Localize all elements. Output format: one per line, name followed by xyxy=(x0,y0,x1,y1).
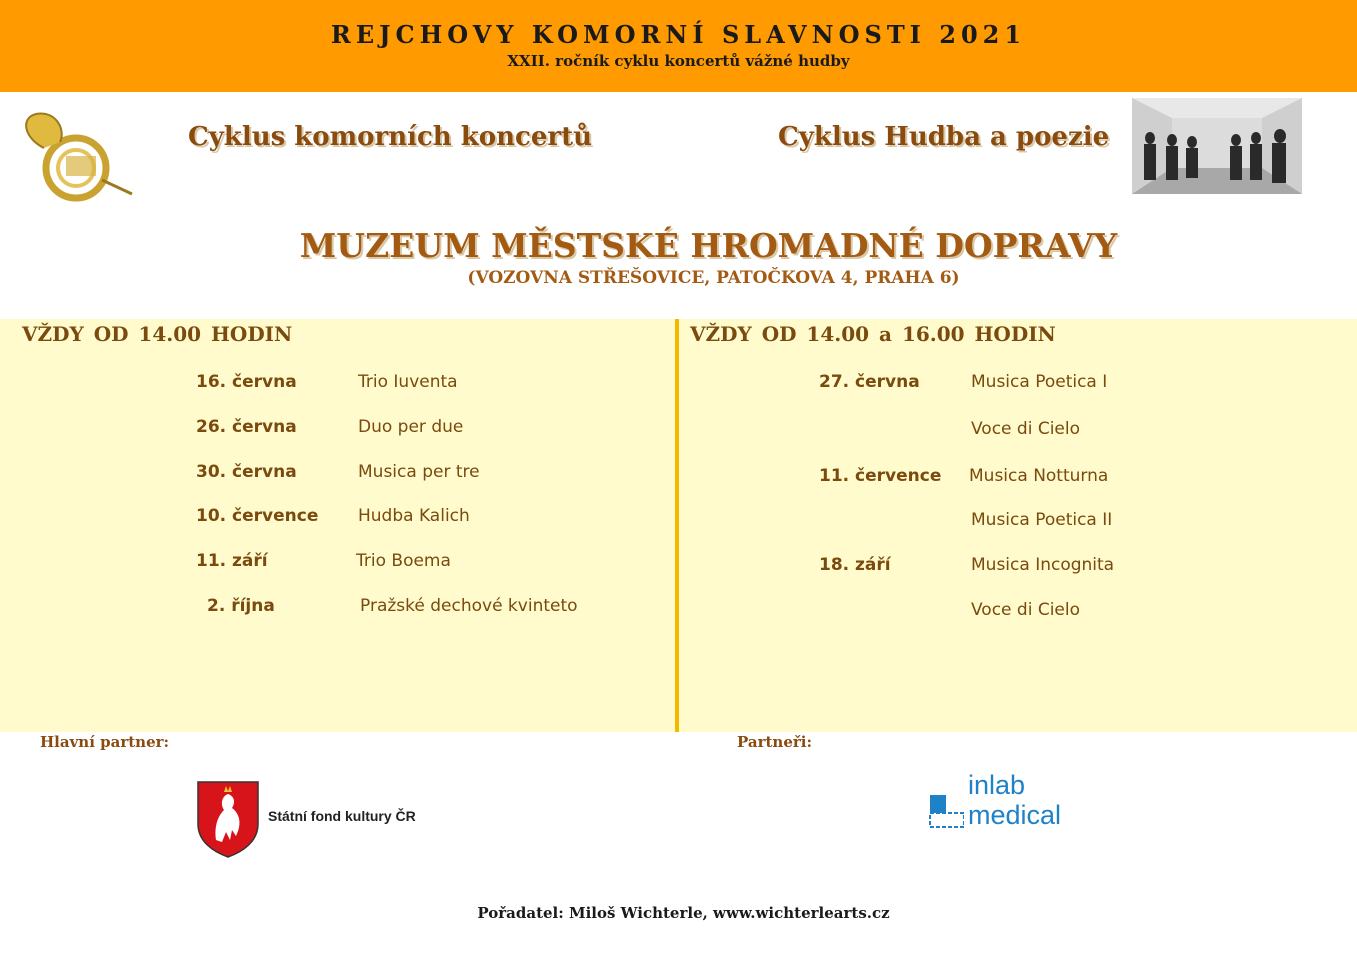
concert-performer: Pražské dechové kvinteto xyxy=(360,596,578,616)
concert-performer: Voce di Cielo xyxy=(971,600,1081,620)
header-banner xyxy=(0,0,1357,92)
concert-date: 18. září xyxy=(819,555,891,575)
festival-title: REJCHOVY KOMORNÍ SLAVNOSTI 2021 xyxy=(330,20,1027,49)
venue-address: (VOZOVNA STŘEŠOVICE, PATOČKOVA 4, PRAHA 6) xyxy=(467,268,960,288)
concert-performer: Trio Iuventa xyxy=(358,372,458,392)
concert-date: 10. července xyxy=(196,506,319,526)
concert-date: 16. června xyxy=(196,372,297,392)
concert-performer: Hudba Kalich xyxy=(358,506,470,526)
concert-performer: Trio Boema xyxy=(356,551,451,571)
musicians-silhouette-image xyxy=(1132,98,1302,194)
concert-performer: Musica Poetica I xyxy=(971,372,1108,392)
concert-date: 11. července xyxy=(819,466,942,486)
venue-name: MUZEUM MĚSTSKÉ HROMADNÉ DOPRAVY xyxy=(299,226,1118,265)
partners-label: Partneři: xyxy=(737,733,813,751)
concert-performer: Musica Poetica II xyxy=(971,510,1113,530)
concert-performer: Musica Incognita xyxy=(971,555,1115,575)
french-horn-image xyxy=(14,108,142,204)
inlab-logo-mark xyxy=(928,795,964,829)
fund-name: Státní fond kultury ČR xyxy=(268,808,416,824)
concert-performer: Voce di Cielo xyxy=(971,419,1081,439)
concert-performer: Musica Notturna xyxy=(969,466,1109,486)
concert-performer: Musica per tre xyxy=(358,462,480,482)
cycle-chamber-concerts: Cyklus komorních koncertů xyxy=(188,122,593,152)
festival-subtitle: XXII. ročník cyklu koncertů vážné hudby xyxy=(507,52,850,70)
inlab-medical-logo xyxy=(968,770,1061,830)
concert-date: 30. června xyxy=(196,462,297,482)
main-partner-label: Hlavní partner: xyxy=(40,733,170,751)
concert-date: 11. září xyxy=(196,551,268,571)
organizer-line: Pořadatel: Miloš Wichterle, www.wichterlearts.cz xyxy=(477,904,890,922)
concert-date: 26. června xyxy=(196,417,297,437)
cycle-music-poetry: Cyklus Hudba a poezie xyxy=(778,122,1110,152)
concert-date: 27. června xyxy=(819,372,920,392)
concert-performer: Duo per due xyxy=(358,417,464,437)
left-column-heading: VŽDY OD 14.00 HODIN xyxy=(22,322,293,346)
right-column-heading: VŽDY OD 14.00 a 16.00 HODIN xyxy=(690,322,1056,346)
inlab-logo-line1: inlab xyxy=(968,770,1026,800)
column-divider xyxy=(675,319,679,732)
inlab-logo-line2: medical xyxy=(968,800,1062,830)
concert-date: 2. října xyxy=(207,596,275,616)
czech-lion-crest xyxy=(196,780,260,858)
